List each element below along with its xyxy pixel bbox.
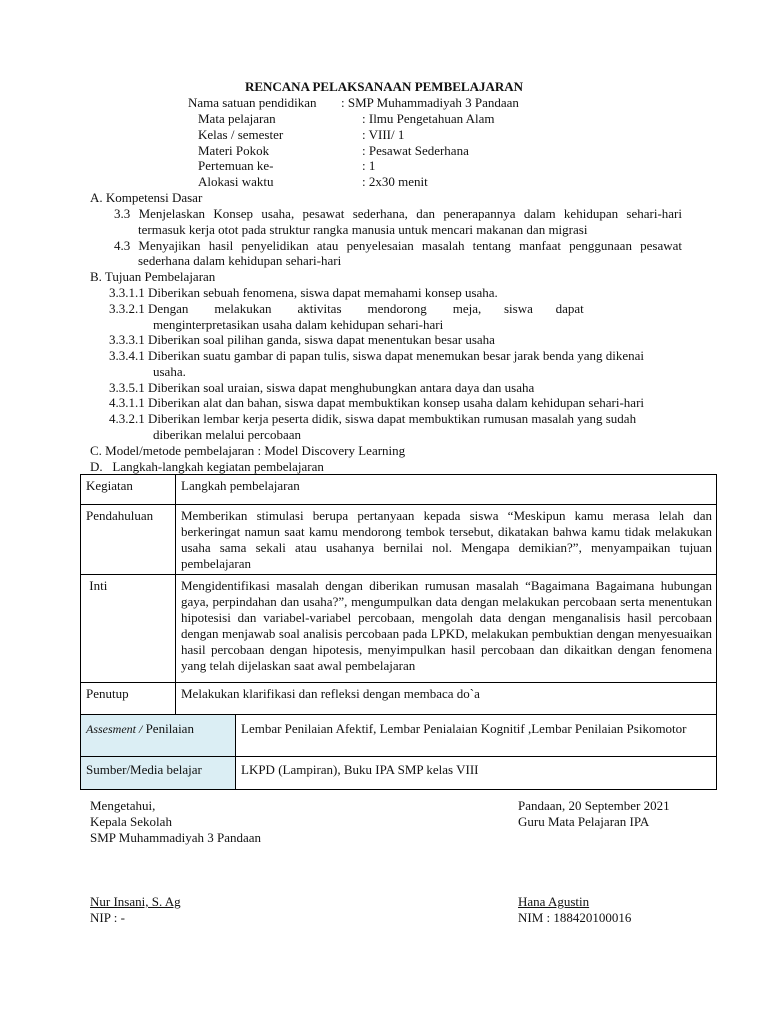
row-kegiatan: Penutup: [81, 683, 176, 715]
kompetensi-item-cont: sederhana dalam kehidupan sehari-hari: [138, 253, 342, 268]
sig-left-line1: Mengetahui,: [90, 798, 156, 813]
identity-label: Kelas / semester: [198, 127, 284, 142]
identity-value: : Pesawat Sederhana: [362, 143, 469, 158]
identity-school-value: : SMP Muhammadiyah 3 Pandaan: [341, 95, 519, 110]
sig-left-line3: SMP Muhammadiyah 3 Pandaan: [90, 830, 262, 845]
tujuan-item-cont: diberikan melalui percobaan: [153, 427, 301, 442]
assesment-value: Lembar Penilaian Afektif, Lembar Penialaian Kognitif ,Lembar Penilaian Psikomotor: [236, 715, 717, 757]
tujuan-item: 3.3.1.1 Diberikan sebuah fenomena, siswa dapat memahami konsep usaha.: [109, 285, 498, 300]
sig-left-name: Nur Insani, S. Ag: [90, 894, 181, 909]
identity-label: Materi Pokok: [198, 143, 270, 158]
table-row: [81, 683, 717, 715]
table-row: [81, 575, 717, 683]
tujuan-item: 4.3.1.1 Diberikan alat dan bahan, siswa dapat membuktikan konsep usaha dalam kehidupan sehari-hari: [109, 395, 645, 410]
sig-left-id: NIP : -: [90, 910, 125, 925]
tujuan-item-cont: menginterpretasikan usaha dalam kehidupan sehari-hari: [153, 317, 444, 332]
table-row: [81, 505, 717, 575]
sumber-row: [81, 757, 717, 790]
model-line: C. Model/metode pembelajaran : Model Discovery Learning: [90, 443, 406, 458]
identity-value: : 2x30 menit: [362, 174, 428, 189]
document-title: RENCANA PELAKSANAAN PEMBELAJARAN: [244, 79, 524, 94]
row-langkah: Mengidentifikasi masalah dengan diberikan rumusan masalah “Bagaimana Bagaimana hubungan gaya, perpindahan dan usaha?”, mengumpulkan data dengan melakukan percobaan serta menentukan hipotesisi dan variabel-variabel percobaan, mengolah data dengan menganalisis hasil percobaan dengan menjawab soal analisis percobaan pada LPKD, melakukan pembuktian dengan menyesuaikan hasil percobaan dengan hipotesis, menyimpulkan hasil percobaan dan dikaitkan dengan fenomena yang telah dijelaskan saat awal pembelajaran: [176, 575, 717, 683]
sumber-value: LKPD (Lampiran), Buku IPA SMP kelas VIII: [236, 757, 717, 790]
row-kegiatan: Inti: [81, 575, 176, 683]
identity-label: Alokasi waktu: [198, 174, 274, 189]
sig-right-line2: Guru Mata Pelajaran IPA: [518, 814, 650, 829]
sig-right-line1: Pandaan, 20 September 2021: [518, 798, 670, 813]
sig-left-line2: Kepala Sekolah: [90, 814, 172, 829]
sumber-label: Sumber/Media belajar: [81, 757, 236, 790]
identity-label: Pertemuan ke-: [198, 158, 274, 173]
identity-value: : Ilmu Pengetahuan Alam: [362, 111, 495, 126]
kompetensi-item: 4.3 Menyajikan hasil penyelidikan atau penyelesaian masalah tentang manfaat penggunaan pesawat: [114, 238, 682, 253]
assesment-label: [81, 715, 236, 757]
assesment-label-italic: Assesment /: [86, 722, 143, 736]
identity-value: : 1: [362, 158, 376, 173]
row-langkah: Melakukan klarifikasi dan refleksi dengan membaca do`a: [176, 683, 717, 715]
langkah-heading: D. Langkah-langkah kegiatan pembelajaran: [90, 459, 324, 474]
sig-right-name: Hana Agustin: [518, 894, 590, 909]
kompetensi-item: 3.3 Menjelaskan Konsep usaha, pesawat sederhana, dan penerapannya dalam kehidupan sehari-hari: [114, 206, 682, 221]
kompetensi-item-cont: termasuk kerja otot pada struktur rangka manusia untuk mencari makanan dan migrasi: [138, 222, 588, 237]
assesment-row: [81, 715, 717, 757]
identity-value: : VIII/ 1: [362, 127, 405, 142]
tujuan-item: 3.3.2.1 Dengan melakukan aktivitas mendorong meja, siswa dapat: [109, 301, 584, 316]
assesment-label-rest: Penilaian: [142, 721, 194, 736]
identity-school-label: Nama satuan pendidikan: [188, 95, 317, 110]
sig-right-id: NIM : 188420100016: [518, 910, 632, 925]
row-langkah: Memberikan stimulasi berupa pertanyaan kepada siswa “Meskipun kamu merasa lelah dan berkeringat namun saat kamu mendorong tembok tersebut, dikatakan bahwa kamu tidak melakukan usaha sama sekali atau usahanya bernilai nol. Mengapa demikian?”, menyampaikan tujuan pembelajaran: [176, 505, 717, 575]
header-langkah: Langkah pembelajaran: [176, 475, 717, 505]
tujuan-item: 3.3.4.1 Diberikan suatu gambar di papan tulis, siswa dapat menemukan besar jarak benda yang dikenai: [109, 348, 645, 363]
tujuan-item: 3.3.3.1 Diberikan soal pilihan ganda, siswa dapat menentukan besar usaha: [109, 332, 495, 347]
row-kegiatan: Pendahuluan: [81, 505, 176, 575]
tujuan-item: 4.3.2.1 Diberikan lembar kerja peserta didik, siswa dapat membuktikan rumusan masalah yang sudah: [109, 411, 637, 426]
header-kegiatan: Kegiatan: [81, 475, 176, 505]
lesson-steps-table: [80, 474, 717, 790]
table-header-row: [81, 475, 717, 505]
kompetensi-heading: A. Kompetensi Dasar: [90, 190, 203, 205]
tujuan-heading: B. Tujuan Pembelajaran: [90, 269, 216, 284]
tujuan-item: 3.3.5.1 Diberikan soal uraian, siswa dapat menghubungkan antara daya dan usaha: [109, 380, 535, 395]
tujuan-item-cont: usaha.: [153, 364, 186, 379]
identity-label: Mata pelajaran: [198, 111, 276, 126]
